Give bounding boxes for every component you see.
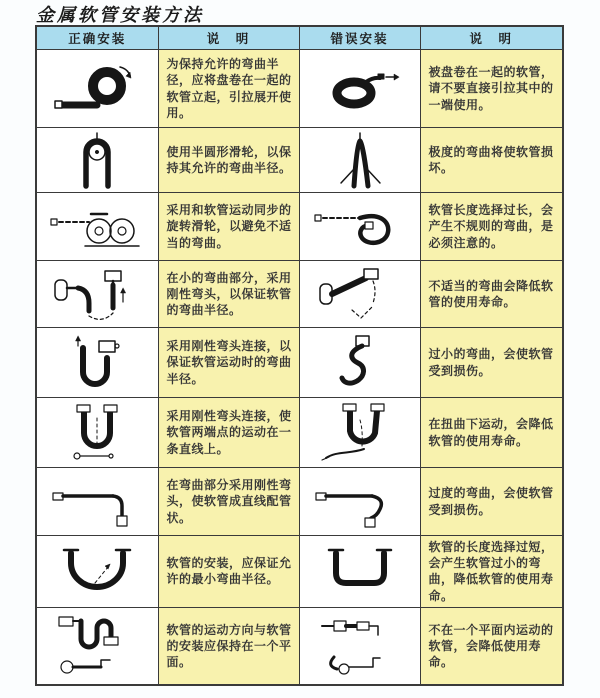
installation-methods-table — [35, 25, 564, 686]
aligned-endpoints-u-hose-icon — [43, 402, 151, 464]
correct-description: 使用半圆形滑轮，以保持其允许的弯曲半径。 — [158, 128, 299, 193]
overbent-elbow-hose-icon — [306, 472, 414, 532]
wrong-illustration-cell — [299, 50, 420, 128]
table-row — [36, 261, 563, 328]
correct-illustration-cell — [36, 398, 158, 468]
table-row — [36, 398, 563, 468]
rigid-elbow-small-bend-hose-icon — [43, 264, 151, 324]
table-row — [36, 128, 563, 193]
table-row — [36, 50, 563, 128]
correct-description: 采用和软管运动同步的旋转滑轮，以避免不适当的弯曲。 — [158, 193, 299, 261]
correct-illustration-cell — [36, 261, 158, 328]
correct-illustration-cell — [36, 193, 158, 261]
correct-description: 软管的运动方向与软管的安装应保持在一个平面。 — [158, 607, 299, 685]
flat-coil-pulled-hose-icon — [306, 60, 414, 118]
minimum-bend-radius-u-hose-icon — [43, 541, 151, 601]
table-row — [36, 193, 563, 261]
semicircular-pulley-hose-icon — [43, 131, 151, 189]
straight-piping-rigid-elbow-hose-icon — [43, 472, 151, 532]
wrong-description: 软管的长度选择过短，会产生软管过小的弯曲，降低软管的使用寿命。 — [420, 536, 563, 608]
wrong-illustration-cell — [299, 193, 420, 261]
wrong-illustration-cell — [299, 328, 420, 398]
header-correct-description: 说 明 — [158, 26, 299, 50]
correct-description: 在小的弯曲部分，采用刚性弯头，以保证软管的弯曲半径。 — [158, 261, 299, 328]
correct-description: 采用刚性弯头连接，以保证软管运动时的弯曲半径。 — [158, 328, 299, 398]
table-row — [36, 607, 563, 685]
table-row — [36, 468, 563, 536]
rigid-elbow-connection-u-hose-icon — [43, 332, 151, 394]
wrong-illustration-cell — [299, 607, 420, 685]
header-wrong-description: 说 明 — [420, 26, 563, 50]
table-row — [36, 536, 563, 608]
correct-description: 软管的安装，应保证允许的最小弯曲半径。 — [158, 536, 299, 608]
wrong-illustration-cell — [299, 468, 420, 536]
extreme-bend-hose-icon — [306, 131, 414, 189]
correct-illustration-cell — [36, 328, 158, 398]
correct-illustration-cell — [36, 50, 158, 128]
wrong-description: 不适当的弯曲会降低软管的使用寿命。 — [420, 261, 563, 328]
wrong-illustration-cell — [299, 128, 420, 193]
single-plane-motion-hose-icon — [43, 613, 151, 679]
correct-description: 为保持允许的弯曲半径，应将盘卷在一起的软管立起，引拉展开使用。 — [158, 50, 299, 128]
out-of-plane-motion-hose-icon — [306, 613, 414, 679]
too-short-tight-bend-hose-icon — [306, 541, 414, 601]
wrong-description: 极度的弯曲将使软管损坏。 — [420, 128, 563, 193]
correct-illustration-cell — [36, 607, 158, 685]
table-header-row — [36, 26, 563, 50]
wrong-description: 被盘卷在一起的软管，请不要直接引拉其中的一端使用。 — [420, 50, 563, 128]
correct-illustration-cell — [36, 536, 158, 608]
wrong-description: 过小的弯曲，会使软管受到损伤。 — [420, 328, 563, 398]
page-title: 金属软管安装方法 — [36, 5, 204, 26]
twisted-motion-u-hose-icon — [306, 402, 414, 464]
table-row — [36, 328, 563, 398]
wrong-illustration-cell — [299, 536, 420, 608]
improper-bend-hose-icon — [306, 264, 414, 324]
wrong-description: 软管长度选择过长，会产生不规则的弯曲，是必须注意的。 — [420, 193, 563, 261]
wrong-illustration-cell — [299, 261, 420, 328]
wrong-illustration-cell — [299, 398, 420, 468]
wrong-description: 不在一个平面内运动的软管，会降低使用寿命。 — [420, 607, 563, 685]
too-small-bend-hose-icon — [306, 332, 414, 394]
wrong-description: 过度的弯曲，会使软管受到损伤。 — [420, 468, 563, 536]
correct-illustration-cell — [36, 128, 158, 193]
header-wrong-install: 错误安装 — [299, 26, 420, 50]
correct-illustration-cell — [36, 468, 158, 536]
correct-description: 采用刚性弯头连接，使软管两端点的运动在一条直线上。 — [158, 398, 299, 468]
synchronized-rotating-pulley-hose-icon — [43, 198, 151, 256]
correct-description: 在弯曲部分采用刚性弯头，使软管成直线配管状。 — [158, 468, 299, 536]
header-correct-install: 正确安装 — [36, 26, 158, 50]
upright-coil-hose-icon — [43, 60, 151, 118]
wrong-description: 在扭曲下运动，会降低软管的使用寿命。 — [420, 398, 563, 468]
overlong-irregular-bend-hose-icon — [306, 198, 414, 256]
